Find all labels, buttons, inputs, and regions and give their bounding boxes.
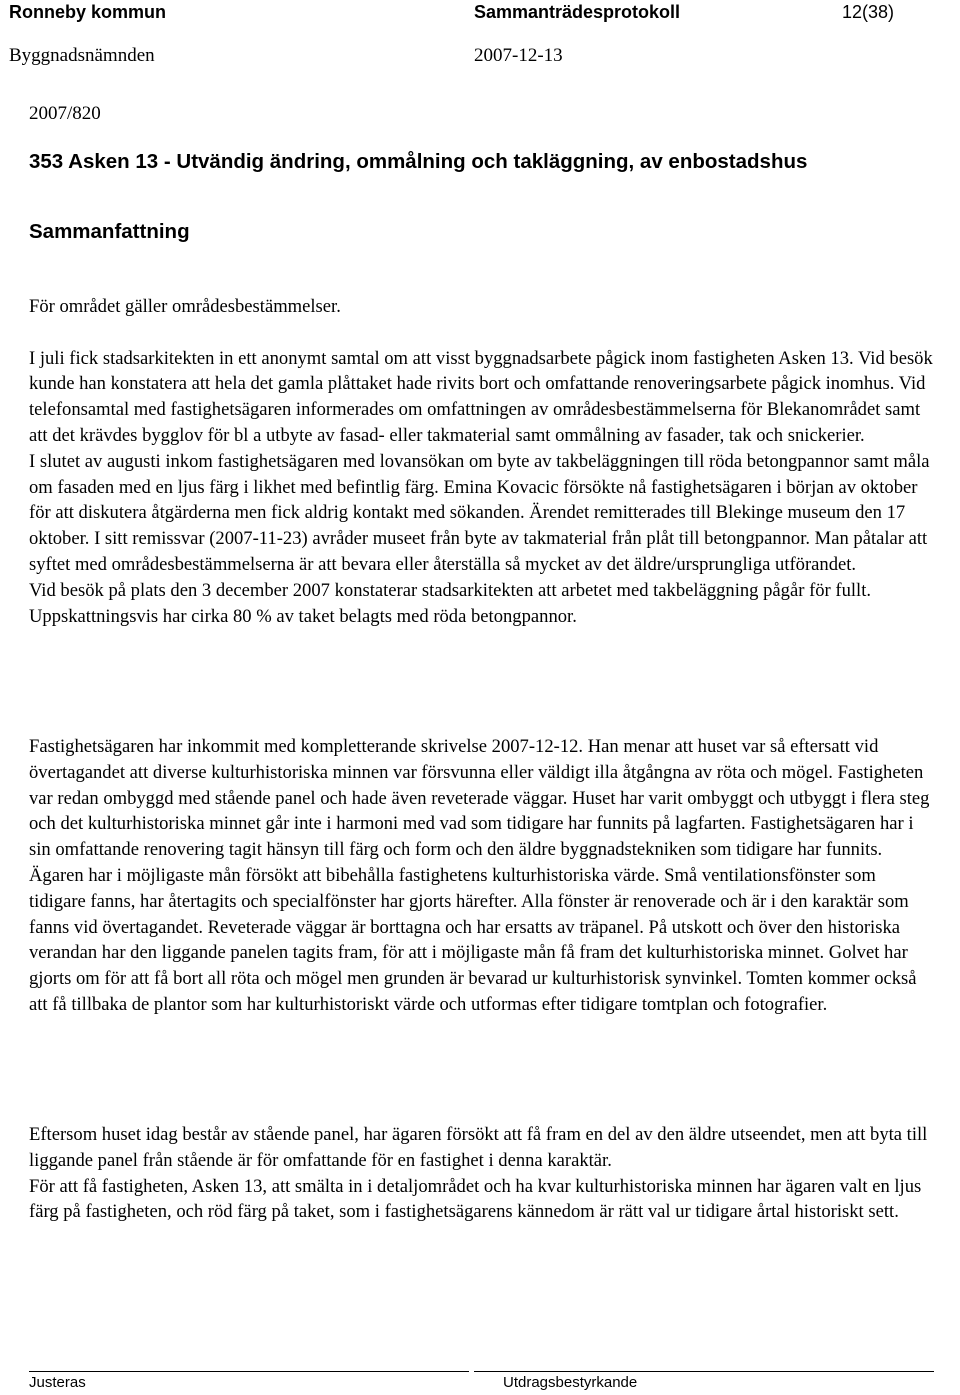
body-paragraph: För att få fastigheten, Asken 13, att smälta in i detaljområdet och ha kvar kulturhistoriska minnen har ägaren valt en ljus färg på fastigheten, och röd färg på taket, som i fastighetsägarens kännedom är rätt val ur tidigare årtal historiskt sett. (29, 1175, 922, 1223)
footer-utdragsbestyrkande: Utdragsbestyrkande (503, 1374, 638, 1391)
body-block-2 (29, 734, 934, 1018)
page-header-top (0, 0, 960, 24)
footer-justeras: Justeras (29, 1374, 86, 1391)
page-header-sub (0, 44, 960, 68)
body-paragraph: För området gäller områdesbestämmelser. (29, 296, 341, 317)
footer-rule-right (474, 1371, 934, 1372)
document-type: Sammanträdesprotokoll (474, 2, 681, 22)
body-paragraph: Vid besök på plats den 3 december 2007 konstaterar stadsarkitekten att arbetet med takbeläggning pågår för fullt. Uppskattningsvis har cirka 80 % av taket belagts med röda betongpannor. (29, 579, 872, 627)
footer-rule-left (29, 1371, 469, 1372)
body-paragraph: I slutet av augusti inkom fastighetsägaren med lovansökan om byte av takbeläggningen till röda betongpannor samt måla om fasaden med en ljus färg i likhet med befintlig färg. Emina Kovacic försökte nå fastighetsägaren i början av oktober för att diskutera åtgärderna men fick aldrig kontakt med sökanden. Ärendet remitterades till Blekinge museum den 17 oktober. I sitt remissvar (2007-11-23) avråder museet från byte av takmaterial från plåt till betongpannor. Man påtalar att syftet med områdesbestämmelserna är att bevara eller återställa så mycket av det äldre/ursprungliga utförandet. (29, 450, 930, 575)
body-paragraph: Fastighetsägaren har inkommit med kompletterande skrivelse 2007-12-12. Han menar att huset var så eftersatt vid övertagandet att diverse kulturhistoriska minnen var försvunna eller väldigt illa åtgångna av röta och mögel. Fastigheten var redan ombyggd med stående panel och hade även reveterade väggar. Huset har varit ombyggt och utbyggt i flera steg och det kulturhistoriska minnet går inte i harmoni med vad som tidigare har funnits på lagfarten. Fastighetsägaren har i sin omfattande renovering tagit hänsyn till färg och form och den äldre byggnadstekniken som tidigare har funnits. Ägaren har i möjligaste mån försökt att bibehålla fastighetens kulturhistoriska värde. Små ventilationsfönster som tidigare fanns, har återtagits och specialfönster har gjorts härefter. Alla fönster är renoverade och är i den karaktär som fanns vid övertagandet. Reveterade väggar är borttagna och har ersatts av träpanel. På utskott och över den historiska verandan har den liggande panelen tagits fram, för att i möjligaste mån få fram det kulturhistoriska minnet. Golvet har gjorts om för att få bort all röta och mögel men grunden är bevarad ur kulturhistorisk synvinkel. Tomten kommer också att få tillbaka de plantor som har kulturhistoriskt värde och utformas efter tidigare tomtplan och fotografier. (29, 736, 930, 1015)
body-paragraph: Eftersom huset idag består av stående panel, har ägaren försökt att få fram en del av den äldre utseendet, men att byta till liggande panel från stående är för omfattande för en fastighet i denna karaktär. (29, 1124, 928, 1171)
paragraph-gap (29, 320, 934, 346)
body-paragraph: I juli fick stadsarkitekten in ett anonymt samtal om att visst byggnadsarbete pågick inom fastigheten Asken 13. Vid besök kunde han konstatera att hela det gamla plåttaket hade rivits bort och omfattande renoveringsarbete pågick inomhus. Vid telefonsamtal med fastighetsägaren informerades om omfattningen av områdesbestämmelserna för Blekanområdet samt att det krävdes bygglov för bl a utbyte av fasad- eller takmaterial samt ommålning av fasader, tak och snickerier. (29, 347, 933, 446)
case-number: 2007/820 (29, 103, 101, 124)
page-number: 12(38) (842, 2, 895, 22)
organization-name: Ronneby kommun (9, 2, 167, 22)
body-block-3 (29, 1122, 934, 1225)
summary-heading: Sammanfattning (29, 220, 190, 243)
body-block-1 (29, 294, 934, 629)
meeting-date: 2007-12-13 (474, 45, 563, 66)
committee-name: Byggnadsnämnden (9, 45, 155, 66)
case-heading: 353 Asken 13 - Utvändig ändring, ommålning och takläggning, av enbostadshus (29, 150, 808, 173)
